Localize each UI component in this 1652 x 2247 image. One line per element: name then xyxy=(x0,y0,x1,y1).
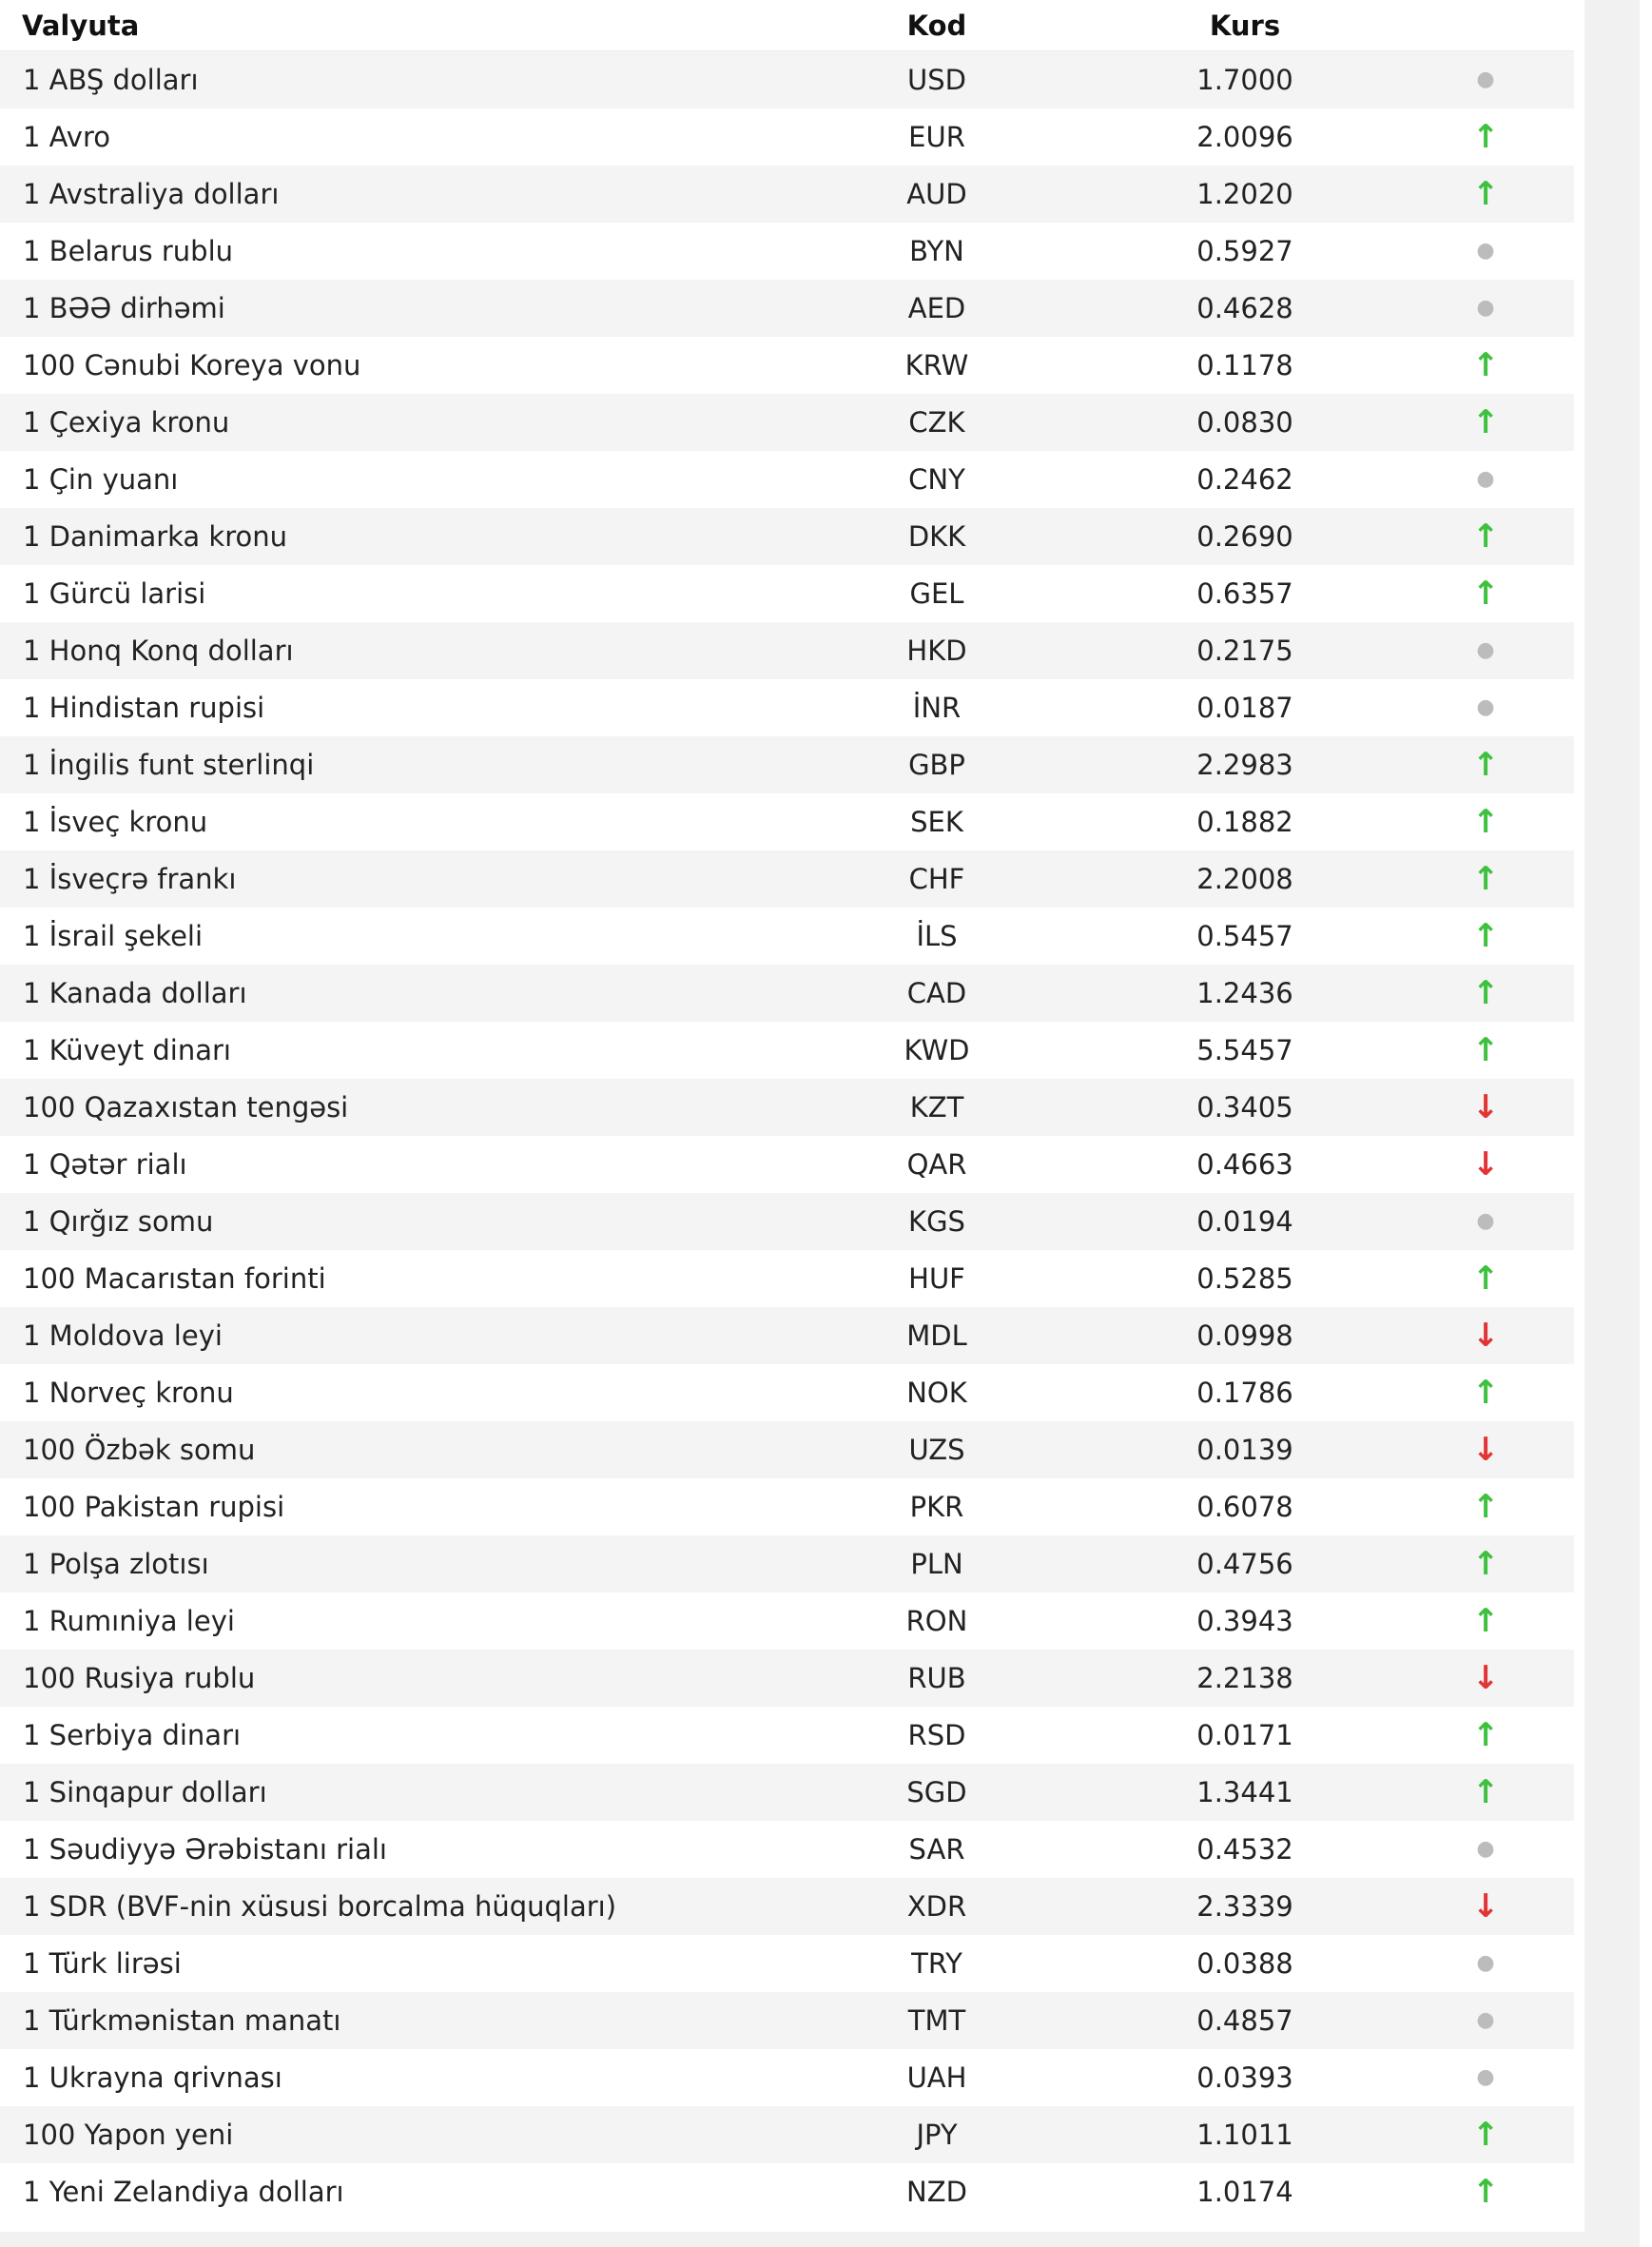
arrow-down-icon: ↓ xyxy=(1471,1088,1500,1126)
currency-code: CNY xyxy=(908,463,965,496)
dot-icon: ● xyxy=(1476,695,1495,719)
table-row xyxy=(0,2106,1574,2163)
table-row xyxy=(0,1535,1574,1592)
arrow-up-icon: ↑ xyxy=(1471,1031,1500,1069)
currency-name: 1 Norveç kronu xyxy=(23,1377,234,1409)
currency-name: 1 İsveç kronu xyxy=(23,806,208,838)
dot-icon: ● xyxy=(1476,638,1495,662)
arrow-up-icon: ↑ xyxy=(1471,746,1500,784)
exchange-rate: 0.3943 xyxy=(1196,1605,1293,1637)
exchange-rate: 0.1178 xyxy=(1196,349,1293,381)
arrow-up-icon: ↑ xyxy=(1471,1488,1500,1526)
currency-name: 1 Avro xyxy=(23,121,110,153)
currency-code: BYN xyxy=(909,235,964,267)
table-row xyxy=(0,1992,1574,2049)
exchange-rate: 5.5457 xyxy=(1196,1034,1293,1066)
table-row xyxy=(0,508,1574,565)
currency-code: KWD xyxy=(904,1034,970,1066)
table-row xyxy=(0,2163,1574,2220)
table-row xyxy=(0,1022,1574,1079)
currency-name: 1 Çin yuanı xyxy=(23,463,179,496)
exchange-rate: 0.4857 xyxy=(1196,2004,1293,2037)
dot-icon: ● xyxy=(1476,467,1495,491)
exchange-rate: 0.4628 xyxy=(1196,292,1293,324)
table-row xyxy=(0,736,1574,793)
table-row xyxy=(0,2049,1574,2106)
currency-code: RON xyxy=(905,1605,968,1637)
table-row xyxy=(0,223,1574,280)
dot-icon: ● xyxy=(1476,1951,1495,1975)
currency-code: PKR xyxy=(909,1491,964,1523)
currency-code: UAH xyxy=(906,2061,967,2094)
currency-name: 1 Sinqapur dolları xyxy=(23,1776,267,1808)
dot-icon: ● xyxy=(1476,1209,1495,1233)
exchange-rate: 1.1011 xyxy=(1196,2119,1293,2151)
arrow-up-icon: ↑ xyxy=(1471,917,1500,955)
currency-name: 1 Moldova leyi xyxy=(23,1319,223,1352)
arrow-up-icon: ↑ xyxy=(1471,2116,1500,2154)
arrow-up-icon: ↑ xyxy=(1471,175,1500,213)
arrow-up-icon: ↑ xyxy=(1471,1716,1500,1754)
currency-name: 1 Belarus rublu xyxy=(23,235,234,267)
exchange-rate: 0.0388 xyxy=(1196,1947,1293,1980)
currency-code: SAR xyxy=(908,1833,965,1866)
table-row xyxy=(0,1878,1574,1935)
arrow-up-icon: ↑ xyxy=(1471,403,1500,441)
currency-code: GEL xyxy=(909,577,964,610)
currency-code: HKD xyxy=(906,635,967,667)
table-row xyxy=(0,1307,1574,1364)
currency-name: 100 Pakistan rupisi xyxy=(23,1491,285,1523)
exchange-rate: 1.0174 xyxy=(1196,2176,1293,2208)
right-gutter xyxy=(1584,0,1640,2247)
table-header xyxy=(0,0,1574,51)
currency-code: İLS xyxy=(916,920,958,952)
currency-name: 1 Gürcü larisi xyxy=(23,577,206,610)
table-row xyxy=(0,337,1574,394)
arrow-up-icon: ↑ xyxy=(1471,803,1500,841)
table-row xyxy=(0,679,1574,736)
dot-icon: ● xyxy=(1476,2065,1495,2089)
exchange-rate: 0.2690 xyxy=(1196,520,1293,553)
currency-name: 1 İsveçrə frankı xyxy=(23,863,237,895)
currency-code: CHF xyxy=(908,863,965,895)
currency-name: 1 Qırğız somu xyxy=(23,1205,214,1238)
table-row xyxy=(0,1707,1574,1764)
table-row xyxy=(0,1764,1574,1821)
table-row xyxy=(0,1650,1574,1707)
exchange-rate: 2.0096 xyxy=(1196,121,1293,153)
currency-name: 1 Türkmənistan manatı xyxy=(23,2004,341,2037)
currency-code: KZT xyxy=(909,1091,964,1124)
currency-name: 1 Serbiya dinarı xyxy=(23,1719,242,1751)
currency-code: USD xyxy=(907,64,966,96)
exchange-rate: 0.4756 xyxy=(1196,1548,1293,1580)
exchange-rate: 0.1786 xyxy=(1196,1377,1293,1409)
arrow-up-icon: ↑ xyxy=(1471,1374,1500,1412)
table-row xyxy=(0,51,1574,108)
table-row xyxy=(0,108,1574,166)
currency-code: MDL xyxy=(906,1319,967,1352)
table-row xyxy=(0,1821,1574,1878)
currency-name: 1 Rumıniya leyi xyxy=(23,1605,235,1637)
currency-code: NZD xyxy=(906,2176,967,2208)
currency-name: 100 Qazaxıstan tengəsi xyxy=(23,1091,349,1124)
dot-icon: ● xyxy=(1476,68,1495,91)
currency-name: 1 SDR (BVF-nin xüsusi borcalma hüquqları) xyxy=(23,1890,617,1923)
table-row xyxy=(0,622,1574,679)
arrow-down-icon: ↓ xyxy=(1471,1887,1500,1925)
table-row xyxy=(0,1079,1574,1136)
currency-code: UZS xyxy=(908,1434,965,1466)
table-row xyxy=(0,1592,1574,1650)
currency-code: PLN xyxy=(910,1548,963,1580)
currency-code: JPY xyxy=(916,2119,958,2151)
table-row xyxy=(0,1421,1574,1478)
arrow-down-icon: ↓ xyxy=(1471,1659,1500,1697)
table-row xyxy=(0,166,1574,223)
currency-code: KRW xyxy=(904,349,969,381)
currency-code: HUF xyxy=(908,1262,965,1295)
arrow-down-icon: ↓ xyxy=(1471,1145,1500,1183)
exchange-rate: 1.2436 xyxy=(1196,977,1293,1009)
exchange-rate: 0.0187 xyxy=(1196,692,1293,724)
table-row xyxy=(0,1136,1574,1193)
exchange-rate: 1.2020 xyxy=(1196,178,1293,210)
table-body xyxy=(0,51,1574,2220)
table-row xyxy=(0,965,1574,1022)
currency-name: 1 ABŞ dolları xyxy=(23,64,199,96)
table-row xyxy=(0,793,1574,850)
exchange-rate: 0.0139 xyxy=(1196,1434,1293,1466)
arrow-up-icon: ↑ xyxy=(1471,575,1500,613)
currency-code: CAD xyxy=(906,977,967,1009)
exchange-rate: 0.5285 xyxy=(1196,1262,1293,1295)
arrow-up-icon: ↑ xyxy=(1471,346,1500,384)
table-row xyxy=(0,1193,1574,1250)
currency-name: 1 Çexiya kronu xyxy=(23,406,230,439)
exchange-rate: 1.7000 xyxy=(1196,64,1293,96)
currency-code: SEK xyxy=(910,806,963,838)
currency-code: CZK xyxy=(908,406,965,439)
exchange-rate: 0.4663 xyxy=(1196,1148,1293,1181)
currency-code: KGS xyxy=(908,1205,965,1238)
exchange-rate: 0.1882 xyxy=(1196,806,1293,838)
arrow-up-icon: ↑ xyxy=(1471,2173,1500,2211)
exchange-rate: 0.3405 xyxy=(1196,1091,1293,1124)
currency-code: RSD xyxy=(907,1719,966,1751)
table-row xyxy=(0,850,1574,908)
currency-code: İNR xyxy=(912,692,962,724)
exchange-rate: 0.6078 xyxy=(1196,1491,1293,1523)
exchange-rate: 2.2008 xyxy=(1196,863,1293,895)
dot-icon: ● xyxy=(1476,296,1495,320)
arrow-up-icon: ↑ xyxy=(1471,1773,1500,1811)
exchange-rate: 0.0171 xyxy=(1196,1719,1293,1751)
currency-name: 1 Küveyt dinarı xyxy=(23,1034,231,1066)
exchange-rate: 1.3441 xyxy=(1196,1776,1293,1808)
currency-code: TMT xyxy=(907,2004,966,2037)
arrow-up-icon: ↑ xyxy=(1471,1545,1500,1583)
header-currency: Valyuta xyxy=(22,9,140,42)
table-row xyxy=(0,1250,1574,1307)
bottom-strip xyxy=(0,2232,1584,2247)
currency-code: GBP xyxy=(908,749,965,781)
exchange-rate: 0.2175 xyxy=(1196,635,1293,667)
exchange-rate: 0.0393 xyxy=(1196,2061,1293,2094)
header-rate: Kurs xyxy=(1209,9,1281,42)
currency-code: XDR xyxy=(906,1890,967,1923)
exchange-rate: 2.2138 xyxy=(1196,1662,1293,1694)
exchange-rate: 0.4532 xyxy=(1196,1833,1293,1866)
currency-name: 1 İsrail şekeli xyxy=(23,920,204,952)
arrow-up-icon: ↑ xyxy=(1471,518,1500,556)
dot-icon: ● xyxy=(1476,1837,1495,1861)
exchange-rate: 0.5927 xyxy=(1196,235,1293,267)
table-row xyxy=(0,280,1574,337)
currency-name: 100 Cənubi Koreya vonu xyxy=(23,349,361,381)
currency-code: AED xyxy=(907,292,966,324)
arrow-up-icon: ↑ xyxy=(1471,860,1500,898)
currency-name: 1 Türk lirəsi xyxy=(23,1947,182,1980)
currency-name: 1 Hindistan rupisi xyxy=(23,692,265,724)
table-row xyxy=(0,1935,1574,1992)
currency-name: 100 Macarıstan forinti xyxy=(23,1262,326,1295)
table-row xyxy=(0,908,1574,965)
table-row xyxy=(0,394,1574,451)
exchange-rate: 0.6357 xyxy=(1196,577,1293,610)
currency-name: 1 Danimarka kronu xyxy=(23,520,288,553)
table-row xyxy=(0,451,1574,508)
currency-name: 1 Səudiyyə Ərəbistanı rialı xyxy=(23,1833,387,1866)
currency-code: SGD xyxy=(906,1776,967,1808)
header-code: Kod xyxy=(906,9,967,42)
arrow-up-icon: ↑ xyxy=(1471,1260,1500,1298)
currency-name: 1 Honq Konq dolları xyxy=(23,635,294,667)
exchange-rate: 2.3339 xyxy=(1196,1890,1293,1923)
table-row xyxy=(0,565,1574,622)
currency-name: 1 Yeni Zelandiya dolları xyxy=(23,2176,344,2208)
currency-code: RUB xyxy=(907,1662,966,1694)
dot-icon: ● xyxy=(1476,2008,1495,2032)
exchange-rate: 0.0998 xyxy=(1196,1319,1293,1352)
exchange-rate: 0.0830 xyxy=(1196,406,1293,439)
table-row xyxy=(0,1478,1574,1535)
arrow-up-icon: ↑ xyxy=(1471,974,1500,1012)
currency-code: TRY xyxy=(911,1947,962,1980)
currency-name: 100 Özbək somu xyxy=(23,1434,256,1466)
exchange-rate: 0.2462 xyxy=(1196,463,1293,496)
currency-code: QAR xyxy=(906,1148,967,1181)
currency-code: AUD xyxy=(906,178,967,210)
currency-name: 100 Yapon yeni xyxy=(23,2119,234,2151)
arrow-up-icon: ↑ xyxy=(1471,118,1500,156)
exchange-rate: 0.5457 xyxy=(1196,920,1293,952)
arrow-down-icon: ↓ xyxy=(1471,1317,1500,1355)
exchange-rate: 2.2983 xyxy=(1196,749,1293,781)
currency-name: 1 Polşa zlotısı xyxy=(23,1548,209,1580)
currency-name: 100 Rusiya rublu xyxy=(23,1662,256,1694)
currency-name: 1 İngilis funt sterlinqi xyxy=(23,749,315,781)
currency-name: 1 Qətər rialı xyxy=(23,1148,187,1181)
currency-name: 1 Ukrayna qrivnası xyxy=(23,2061,282,2094)
dot-icon: ● xyxy=(1476,239,1495,263)
currency-code: EUR xyxy=(908,121,965,153)
table-row xyxy=(0,1364,1574,1421)
currency-name: 1 Avstraliya dolları xyxy=(23,178,280,210)
currency-name: 1 BƏƏ dirhəmi xyxy=(23,292,225,324)
currency-code: NOK xyxy=(906,1377,967,1409)
exchange-rate: 0.0194 xyxy=(1196,1205,1293,1238)
currency-code: DKK xyxy=(907,520,966,553)
arrow-up-icon: ↑ xyxy=(1471,1602,1500,1640)
arrow-down-icon: ↓ xyxy=(1471,1431,1500,1469)
currency-name: 1 Kanada dolları xyxy=(23,977,247,1009)
